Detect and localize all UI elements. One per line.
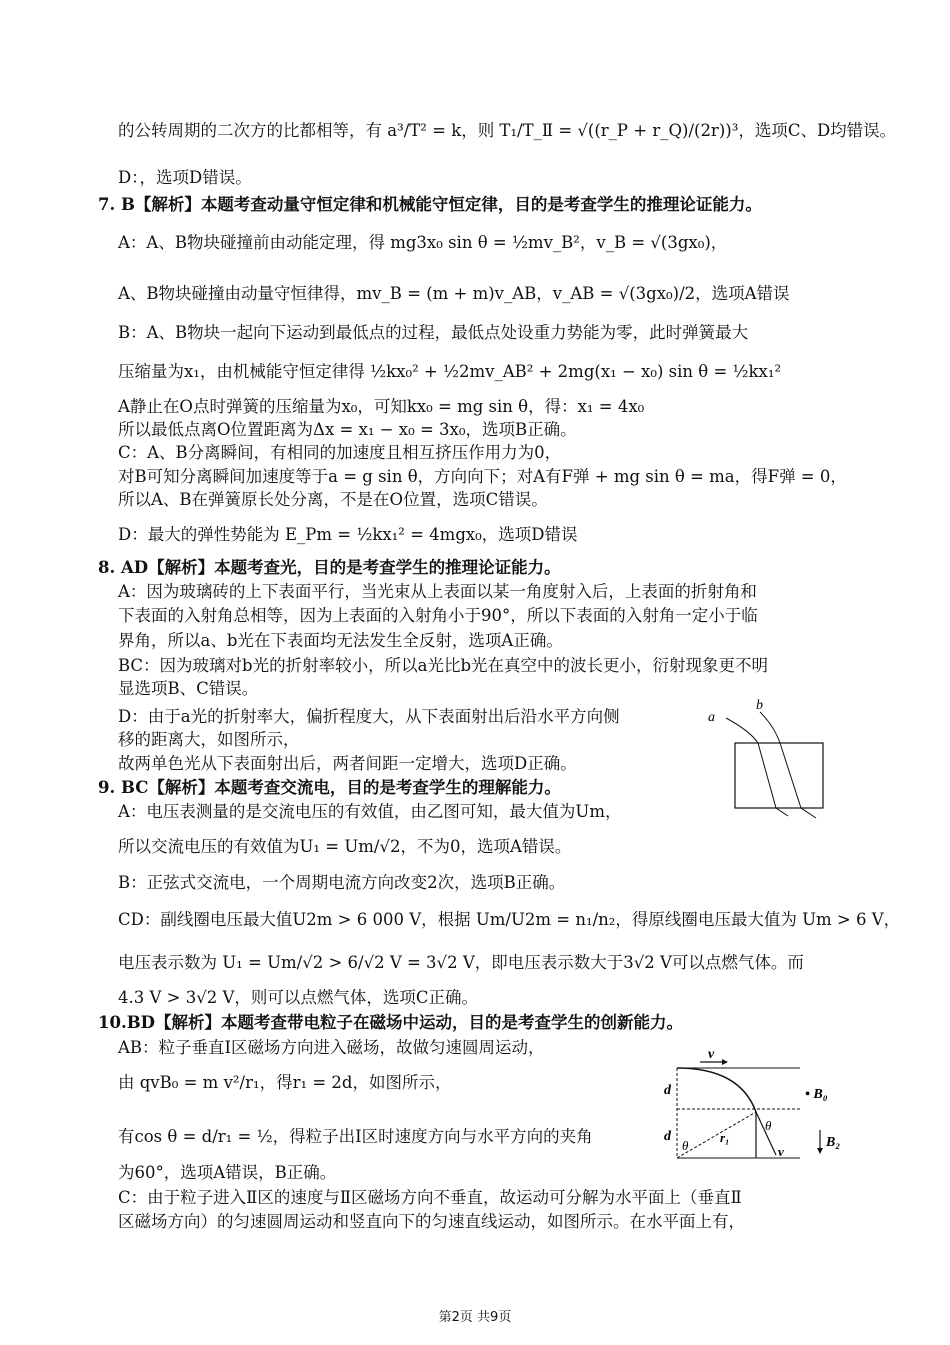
b2-label: B₂ <box>826 1135 841 1150</box>
text-line: A静止在O点时弹簧的压缩量为x₀，可知kx₀ = mg sin θ，得：x₁ = 4x₀ <box>118 397 645 416</box>
text-line: AB：粒子垂直Ⅰ区磁场方向进入磁场，故做匀速圆周运动， <box>118 1038 545 1057</box>
velocity-label-top: v <box>708 1047 715 1062</box>
theta-label-left: θ <box>682 1138 689 1153</box>
text-line: 由 qvB₀ = m v²/r₁，得r₁ = 2d，如图所示， <box>118 1073 452 1092</box>
text-line: 下表面的入射角总相等，因为上表面的入射角小于90°，所以下表面的入射角一定小于临 <box>118 606 758 625</box>
page-footer: 第2页 共9页 <box>438 1310 512 1325</box>
text-line: 所以最低点离O位置距离为Δx = x₁ − x₀ = 3x₀，选项B正确。 <box>118 420 577 439</box>
b0-label: • B₀ <box>805 1087 828 1102</box>
velocity-label-bottom: v <box>778 1144 784 1159</box>
text-line: 移的距离大，如图所示， <box>118 730 300 749</box>
text-line: D：最大的弹性势能为 E_Pm = ½kx₁² = 4mgx₀，选项D错误 <box>118 525 578 544</box>
theta-label-right: θ <box>765 1118 772 1133</box>
text-line: B：正弦式交流电，一个周期电流方向改变2次，选项B正确。 <box>118 873 566 892</box>
ray-b <box>760 712 816 818</box>
text-line: 压缩量为x₁，由机械能守恒定律得 ½kx₀² + ½2mv_AB² + 2mg(x₁ − x₀) sin θ = ½kx₁² <box>118 362 782 381</box>
text-line: B：A、B物块一起向下运动到最低点的过程，最低点处设重力势能为零，此时弹簧最大 <box>118 323 749 342</box>
text-line: 所以A、B在弹簧原长处分离，不是在O位置，选项C错误。 <box>118 490 548 509</box>
text-line: BC：因为玻璃对b光的折射率较小，所以a光比b光在真空中的波长更小，衍射现象更不明 <box>118 656 769 675</box>
text-line: D：由于a光的折射率大，偏折程度大，从下表面射出后沿水平方向侧 <box>118 707 620 726</box>
text-line: CD：副线圈电压最大值U2m > 6 000 V，根据 Um/U2m = n₁/n₂，得原线圈电压最大值为 Um > 6 V， <box>118 910 901 929</box>
text-line: 对B可知分离瞬间加速度等于a = g sin θ，方向向下；对A有F弹 + mg sin θ = ma，得F弹 = 0， <box>118 467 847 486</box>
text-line: C：由于粒子进入Ⅱ区的速度与Ⅱ区磁场方向不垂直，故运动可分解为水平面上（垂直Ⅱ <box>118 1188 742 1207</box>
text-line: A、B物块碰撞由动量守恒律得，mv_B = (m + m)v_AB，v_AB = √(3gx₀)/2，选项A错误 <box>118 284 790 303</box>
text-line: C：A、B分离瞬间，有相同的加速度且相互挤压作用力为0， <box>118 443 562 462</box>
text-line: 区磁场方向）的匀速圆周运动和竖直向下的匀速直线运动，如图所示。在水平面上有， <box>118 1212 745 1231</box>
r1-label: r₁ <box>720 1130 730 1145</box>
text-line: 界角，所以a、b光在下表面均无法发生全反射，选项A正确。 <box>118 631 563 650</box>
d-label-lower: d <box>664 1129 671 1144</box>
question-10-heading: 10.BD【解析】本题考查带电粒子在磁场中运动，目的是考查学生的创新能力。 <box>98 1013 683 1032</box>
ray-b-label: b <box>756 698 763 713</box>
d-label-upper: d <box>664 1083 671 1098</box>
text-line: A：因为玻璃砖的上下表面平行，当光束从上表面以某一角度射入后，上表面的折射角和 <box>118 582 757 601</box>
text-line: 有cos θ = d/r₁ = ½，得粒子出Ⅰ区时速度方向与水平方向的夹角 <box>118 1127 593 1146</box>
question-8-heading: 8. AD【解析】本题考查光，目的是考查学生的推理论证能力。 <box>98 558 561 577</box>
text-line: 的公转周期的二次方的比都相等，有 a³/T² = k，则 T₁/T_Ⅱ = √((r_P + r_Q)/(2r))³，选项C、D均错误。 <box>118 121 897 140</box>
text-line: 所以交流电压的有效值为U₁ = Um/√2，不为0，选项A错误。 <box>118 837 572 856</box>
particle-arc <box>677 1068 756 1112</box>
question-7-heading: 7. B【解析】本题考查动量守恒定律和机械能守恒定律，目的是考查学生的推理论证能力。 <box>98 195 762 214</box>
arrowhead <box>817 1148 823 1154</box>
text-line: 电压表示数为 U₁ = Um/√2 > 6/√2 V = 3√2 V，即电压表示数大于3√2 V可以点燃气体。而 <box>118 953 804 972</box>
arrowhead <box>722 1059 728 1065</box>
text-line: 4.3 V > 3√2 V，则可以点燃气体，选项C正确。 <box>118 988 479 1007</box>
text-line: 故两单色光从下表面射出后，两者间距一定增大，选项D正确。 <box>118 754 577 773</box>
glass-block-refraction-figure <box>700 696 830 816</box>
ray-a-label: a <box>708 710 715 725</box>
text-line: 为60°，选项A错误，B正确。 <box>118 1163 337 1182</box>
text-line: D：，选项D错误。 <box>118 168 252 187</box>
glass-block <box>735 743 823 808</box>
radius-line <box>677 1112 756 1158</box>
text-line: A：A、B物块碰撞前由动能定理，得 mg3x₀ sin θ = ½mv_B²，v_B = √(3gx₀)， <box>118 233 728 252</box>
text-line: A：电压表测量的是交流电压的有效值，由乙图可知，最大值为Um， <box>118 802 622 821</box>
question-9-heading: 9. BC【解析】本题考查交流电，目的是考查学生的理解能力。 <box>98 778 561 797</box>
text-line: 显选项B、C错误。 <box>118 679 259 698</box>
magnetic-field-trajectory-figure <box>660 1047 850 1165</box>
